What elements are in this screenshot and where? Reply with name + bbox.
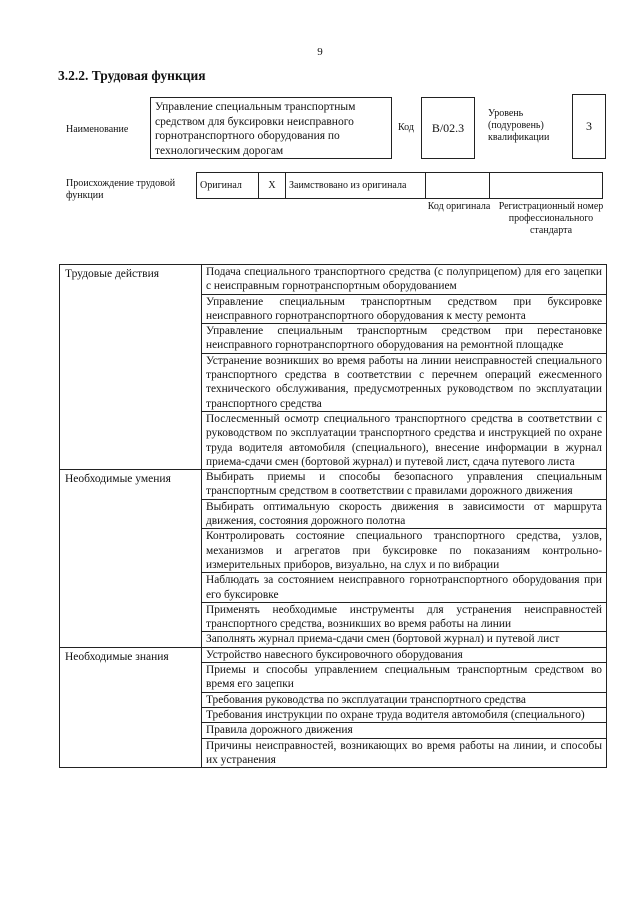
original-label: Оригинал xyxy=(197,173,259,199)
table-cell: Выбирать оптимальную скорость движения в зависимости от маршрута движения, состояния дорожного полотна xyxy=(202,499,607,529)
table-cell: Устройство навесного буксировочного оборудования xyxy=(202,647,607,662)
table-cell: Послесменный осмотр специального транспортного средства в соответствии с руководством по эксплуатации транспортного средства и инструкцией по охране труда водителя автомобиля (специального), внесение информации в журнал приема-сдачи смен (бортовой журнал) и путевой лист, сдача путевого листа xyxy=(202,411,607,469)
original-mark: X xyxy=(259,173,286,199)
code-label: Код xyxy=(398,122,414,133)
table-cell: Управление специальным транспортным средством при перестановке неисправного горнотранспортного оборудования на ремонтной площадке xyxy=(202,324,607,354)
labor-function-table xyxy=(59,264,607,768)
code-value: B/02.3 xyxy=(431,120,465,135)
table-cell: Заполнять журнал приема-сдачи смен (бортовой журнал) и путевой лист xyxy=(202,632,607,647)
category-cell: Необходимые знания xyxy=(60,647,202,767)
reg-number-label: Регистрационный номер профессионального стандарта xyxy=(498,201,604,236)
level-value: 3 xyxy=(586,119,592,133)
origin-label: Происхождение трудовой функции xyxy=(66,178,176,201)
page-number: 9 xyxy=(317,46,323,58)
level-value-box xyxy=(572,94,606,159)
table-cell: Подача специального транспортного средства (с полуприцепом) для его зацепки с неисправным горнотранспортным оборудованием xyxy=(202,265,607,295)
function-name-value: Управление специальным транспортным средством для буксировки неисправного горнотранспортного оборудования по технологическим дорогам xyxy=(155,101,356,157)
section-title: 3.2.2. Трудовая функция xyxy=(58,68,206,83)
table-cell: Наблюдать за состоянием неисправного горнотранспортного оборудования при его буксировке xyxy=(202,573,607,603)
code-original-cell xyxy=(426,173,490,199)
table-cell: Применять необходимые инструменты для устранения неисправностей транспортного средства, возникших во время работы на линии xyxy=(202,602,607,632)
table-cell: Управление специальным транспортным средством при буксировке неисправного горнотранспортного оборудования к месту ремонта xyxy=(202,294,607,324)
table-row xyxy=(60,470,607,500)
function-name-box xyxy=(150,97,392,159)
table-row xyxy=(60,265,607,295)
table-cell: Требования руководства по эксплуатации транспортного средства xyxy=(202,692,607,707)
borrowed-label: Заимствовано из оригинала xyxy=(286,173,426,199)
code-original-label: Код оригинала xyxy=(427,201,491,212)
table-cell: Правила дорожного движения xyxy=(202,723,607,738)
category-cell: Необходимые умения xyxy=(60,470,202,648)
name-label: Наименование xyxy=(66,124,129,135)
table-cell: Причины неисправностей, возникающих во время работы на линии, и способы их устранения xyxy=(202,738,607,768)
table-cell: Приемы и способы управлением специальным транспортным средством во время его зацепки xyxy=(202,663,607,693)
code-value-box xyxy=(421,97,475,159)
table-row xyxy=(60,647,607,662)
origin-table xyxy=(196,172,603,199)
category-cell: Трудовые действия xyxy=(60,265,202,470)
table-cell: Выбирать приемы и способы безопасного управления специальным транспортным средством в соответствии с правилами дорожного движения xyxy=(202,470,607,500)
level-label: Уровень (подуровень) квалификации xyxy=(488,108,550,143)
table-cell: Устранение возникших во время работы на линии неисправностей специального транспортного средства в соответствии с перечнем операций ежесменного технического обслуживания, предусмотренных руководством по эксплуатации транспортного средства xyxy=(202,353,607,411)
table-cell: Требования инструкции по охране труда водителя автомобиля (специального) xyxy=(202,707,607,722)
reg-number-cell xyxy=(490,173,603,199)
table-cell: Контролировать состояние специального транспортного средства, узлов, механизмов и агрегатов при буксировке по показаниям контрольно-измерительных приборов, визуально, на слух и по вибрации xyxy=(202,529,607,573)
